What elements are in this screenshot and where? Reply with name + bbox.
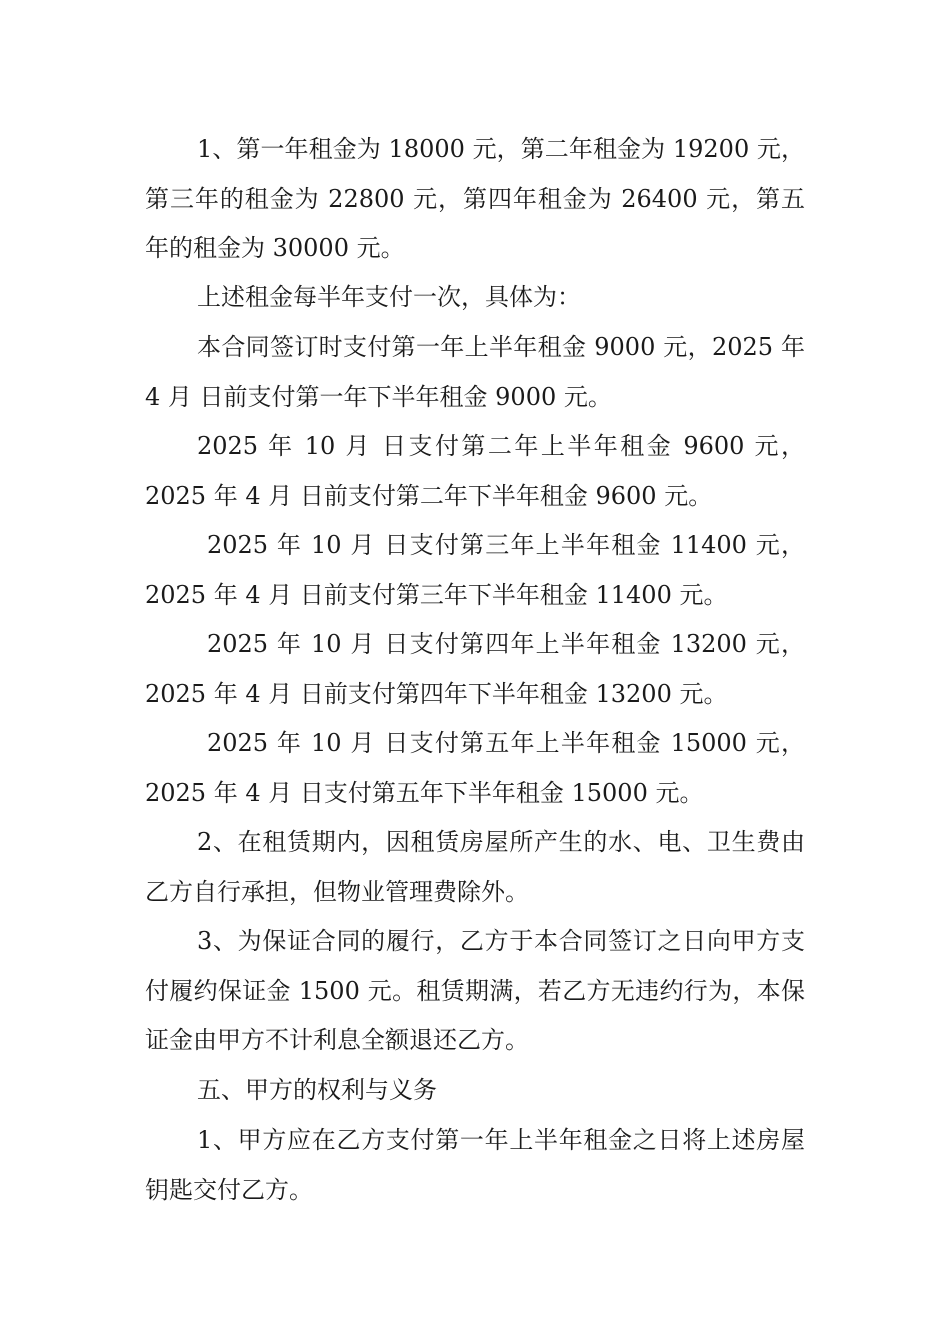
payment-frequency-paragraph: 上述租金每半年支付一次，具体为： <box>197 283 581 311</box>
year-five-payment-paragraph: 2025 年 10 月 日支付第五年上半年租金 15000 元，2025 年 4 月 日支付第五年下半年租金 15000 元。 <box>145 729 805 807</box>
year-four-payment-paragraph: 2025 年 10 月 日支付第四年上半年租金 13200 元，2025 年 4 月 日前支付第四年下半年租金 13200 元。 <box>145 630 805 708</box>
utilities-paragraph: 2、在租赁期内，因租赁房屋所产生的水、电、卫生费由乙方自行承担，但物业管理费除外。 <box>145 828 805 906</box>
year-three-payment-paragraph: 2025 年 10 月 日支付第三年上半年租金 11400 元，2025 年 4 月 日前支付第三年下半年租金 11400 元。 <box>145 531 805 609</box>
deposit-paragraph: 3、为保证合同的履行，乙方于本合同签订之日向甲方支付履约保证金 1500 元。租赁期满，若乙方无违约行为，本保证金由甲方不计利息全额退还乙方。 <box>145 927 805 1054</box>
key-handover-paragraph: 1、甲方应在乙方支付第一年上半年租金之日将上述房屋钥匙交付乙方。 <box>145 1126 805 1204</box>
rent-schedule-paragraph: 1、第一年租金为 18000 元，第二年租金为 19200 元，第三年的租金为 22800 元，第四年租金为 26400 元，第五年的租金为 30000 元。 <box>145 135 805 262</box>
section-heading: 五、甲方的权利与义务 <box>197 1076 437 1104</box>
year-one-payment-paragraph: 本合同签订时支付第一年上半年租金 9000 元，2025 年 4 月 日前支付第一年下半年租金 9000 元。 <box>145 333 805 411</box>
year-two-payment-paragraph: 2025 年 10 月 日支付第二年上半年租金 9600 元，2025 年 4 月 日前支付第二年下半年租金 9600 元。 <box>145 432 805 510</box>
